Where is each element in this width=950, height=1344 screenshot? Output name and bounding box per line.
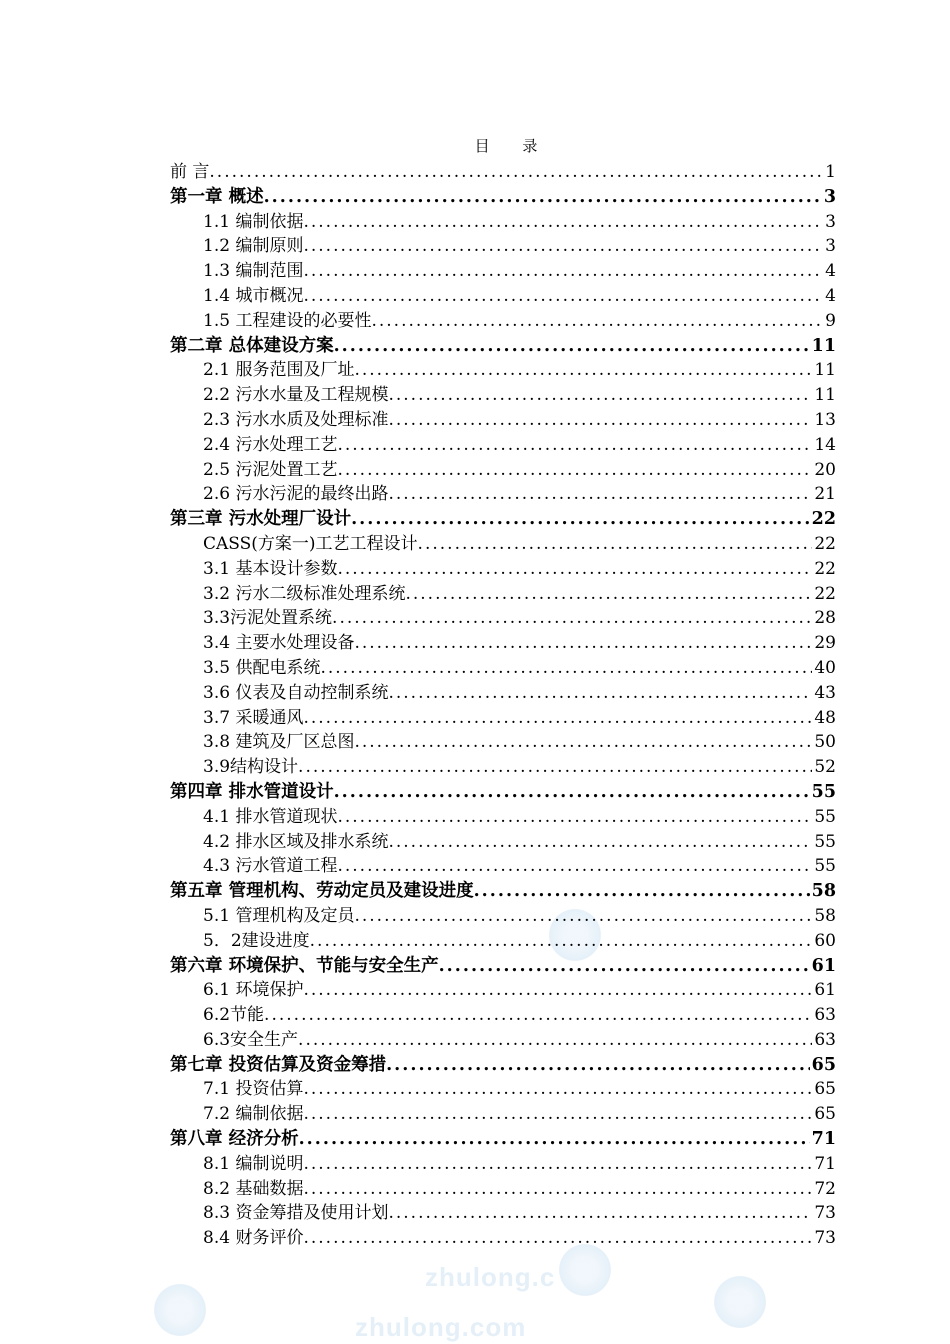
- toc-leader-dots: [334, 780, 810, 805]
- toc-entry[interactable]: [170, 358, 836, 383]
- toc-leader-dots: [303, 1177, 812, 1202]
- toc-entry-label: 5.1 管理机构及定员: [203, 905, 355, 926]
- toc-entry-page: 11: [811, 335, 836, 356]
- toc-entry[interactable]: [170, 1177, 836, 1202]
- toc-entry-page: 73: [814, 1228, 836, 1249]
- toc-entry-page: 71: [811, 1129, 836, 1150]
- toc-entry-page: 29: [814, 633, 836, 654]
- toc-entry[interactable]: [170, 1003, 836, 1028]
- toc-leader-dots: [354, 358, 812, 383]
- toc-entry-page: 55: [811, 781, 836, 802]
- toc-entry-label: 2.6 污水污泥的最终出路: [203, 484, 389, 505]
- toc-entry-label: 8.4 财务评价: [203, 1228, 304, 1249]
- toc-entry-label: 2.5 污泥处置工艺: [203, 459, 338, 480]
- toc-entry-label: 第五章 管理机构、劳动定员及建设进度: [170, 881, 474, 902]
- toc-entry[interactable]: [170, 830, 836, 855]
- toc-entry-label: 第三章 污水处理厂设计: [170, 509, 352, 530]
- toc-leader-dots: [303, 234, 823, 259]
- toc-entry[interactable]: [170, 532, 836, 557]
- toc-entry-page: 11: [814, 385, 836, 406]
- toc-entry[interactable]: [170, 631, 836, 656]
- toc-entry-page: 65: [814, 1079, 836, 1100]
- toc-entry-label: 3.2 污水二级标准处理系统: [203, 583, 406, 604]
- toc-chapter-entry[interactable]: [170, 334, 836, 359]
- toc-entry-label: 2.3 污水水质及处理标准: [203, 409, 389, 430]
- toc-leader-dots: [264, 1003, 812, 1028]
- toc-entry-label: 6.3安全生产: [203, 1029, 299, 1050]
- toc-entry-label: 1.1 编制依据: [203, 211, 304, 232]
- toc-leader-dots: [209, 160, 823, 185]
- toc-entry-label: 3.7 采暖通风: [203, 707, 304, 728]
- toc-entry-label: 3.1 基本设计参数: [203, 558, 338, 579]
- toc-entry[interactable]: [170, 383, 836, 408]
- toc-entry-label: 6.1 环境保护: [203, 980, 304, 1001]
- toc-leader-dots: [474, 879, 810, 904]
- toc-entry-label: 5．2建设进度: [203, 930, 310, 951]
- toc-entry-page: 50: [814, 732, 836, 753]
- toc-entry-label: 2.1 服务范围及厂址: [203, 360, 355, 381]
- toc-leader-dots: [388, 383, 812, 408]
- toc-entry-label: 8.1 编制说明: [203, 1153, 304, 1174]
- toc-entry-page: 60: [814, 930, 836, 951]
- toc-leader-dots: [354, 904, 812, 929]
- toc-entry[interactable]: [170, 1028, 836, 1053]
- toc-entry-label: 第一章 概述: [170, 186, 264, 207]
- toc-entry[interactable]: [170, 706, 836, 731]
- toc-leader-dots: [303, 978, 812, 1003]
- toc-chapter-entry[interactable]: [170, 780, 836, 805]
- toc-leader-dots: [264, 185, 822, 210]
- toc-entry-page: 1: [825, 162, 836, 182]
- toc-leader-dots: [337, 433, 812, 458]
- toc-entry-page: 52: [814, 757, 836, 778]
- toc-entry-label: 7.2 编制依据: [203, 1104, 304, 1125]
- toc-leader-dots: [303, 1102, 812, 1127]
- toc-entry[interactable]: [170, 929, 836, 954]
- toc-entry-page: 40: [814, 657, 836, 678]
- toc-entry-page: 20: [814, 459, 836, 480]
- toc-chapter-entry[interactable]: [170, 185, 836, 210]
- toc-entry-page: 22: [814, 583, 836, 604]
- toc-entry-page: 14: [814, 434, 836, 455]
- toc-entry[interactable]: [170, 557, 836, 582]
- toc-list: [170, 160, 836, 1251]
- toc-entry-page: 71: [814, 1153, 836, 1174]
- toc-entry-page: 63: [814, 1005, 836, 1026]
- toc-title: 目 录: [474, 137, 552, 155]
- toc-entry-page: 55: [814, 806, 836, 827]
- toc-entry-page: 22: [811, 509, 836, 530]
- toc-entry-page: 58: [814, 905, 836, 926]
- toc-entry[interactable]: [170, 1201, 836, 1226]
- toc-leader-dots: [418, 532, 813, 557]
- toc-entry-page: 43: [814, 682, 836, 703]
- toc-leader-dots: [303, 706, 812, 731]
- toc-leader-dots: [388, 681, 812, 706]
- toc-chapter-entry[interactable]: [170, 507, 836, 532]
- toc-leader-dots: [298, 755, 812, 780]
- toc-entry-page: 9: [825, 310, 836, 331]
- toc-entry-label: 3.8 建筑及厂区总图: [203, 732, 355, 753]
- toc-entry-label: 2.4 污水处理工艺: [203, 434, 338, 455]
- toc-entry-page: 22: [814, 533, 836, 554]
- toc-leader-dots: [351, 507, 810, 532]
- toc-entry-label: 1.3 编制范围: [203, 261, 304, 282]
- toc-entry-page: 61: [811, 955, 836, 976]
- toc-entry-label: 4.2 排水区域及排水系统: [203, 831, 389, 852]
- toc-entry[interactable]: [170, 755, 836, 780]
- toc-entry-page: 3: [823, 186, 836, 207]
- toc-leader-dots: [303, 1077, 812, 1102]
- toc-leader-dots: [303, 210, 823, 235]
- toc-entry[interactable]: [170, 234, 836, 259]
- toc-chapter-entry[interactable]: [170, 954, 836, 979]
- toc-entry-label: 2.2 污水水量及工程规模: [203, 385, 389, 406]
- toc-leader-dots: [354, 730, 812, 755]
- toc-entry-label: 3.3污泥处置系统: [203, 608, 333, 629]
- toc-entry-page: 72: [814, 1178, 836, 1199]
- toc-entry-page: 55: [814, 831, 836, 852]
- toc-entry-page: 65: [814, 1104, 836, 1125]
- toc-entry-label: 4.3 污水管道工程: [203, 856, 338, 877]
- toc-entry-label: 7.1 投资估算: [203, 1079, 304, 1100]
- toc-entry-page: 22: [814, 558, 836, 579]
- toc-entry-label: 8.3 资金筹措及使用计划: [203, 1203, 389, 1224]
- toc-entry[interactable]: [170, 433, 836, 458]
- watermark-text: zhulong.com: [355, 1312, 527, 1342]
- toc-entry-label: 4.1 排水管道现状: [203, 806, 338, 827]
- toc-leader-dots: [334, 334, 810, 359]
- toc-entry-page: 11: [814, 360, 836, 381]
- toc-entry[interactable]: [170, 1226, 836, 1251]
- toc-entry-page: 21: [814, 484, 836, 505]
- toc-entry[interactable]: [170, 284, 836, 309]
- toc-entry-page: 28: [814, 608, 836, 629]
- toc-entry[interactable]: [170, 582, 836, 607]
- toc-entry-label: 第四章 排水管道设计: [170, 781, 334, 802]
- toc-entry-label: 1.5 工程建设的必要性: [203, 310, 372, 331]
- toc-entry[interactable]: [170, 408, 836, 433]
- watermark-flower-icon: [150, 1280, 210, 1340]
- toc-entry[interactable]: [170, 259, 836, 284]
- toc-entry-label: 3.5 供配电系统: [203, 657, 321, 678]
- toc-entry-label: CASS(方案一)工艺工程设计: [203, 533, 418, 554]
- toc-entry[interactable]: [170, 160, 836, 185]
- toc-leader-dots: [388, 482, 812, 507]
- toc-entry[interactable]: [170, 458, 836, 483]
- toc-entry[interactable]: [170, 482, 836, 507]
- toc-entry-label: 6.2节能: [203, 1005, 265, 1026]
- toc-leader-dots: [337, 854, 812, 879]
- toc-leader-dots: [320, 656, 812, 681]
- toc-leader-dots: [337, 458, 812, 483]
- toc-entry-label: 1.4 城市概况: [203, 285, 304, 306]
- toc-entry-page: 55: [814, 856, 836, 877]
- toc-entry-page: 73: [814, 1203, 836, 1224]
- toc-entry[interactable]: [170, 904, 836, 929]
- toc-leader-dots: [354, 631, 812, 656]
- toc-leader-dots: [405, 582, 812, 607]
- toc-entry[interactable]: [170, 1077, 836, 1102]
- toc-entry[interactable]: [170, 309, 836, 334]
- toc-entry[interactable]: [170, 978, 836, 1003]
- toc-leader-dots: [303, 284, 823, 309]
- toc-leader-dots: [386, 1053, 810, 1078]
- toc-entry-page: 65: [811, 1054, 836, 1075]
- toc-leader-dots: [337, 557, 812, 582]
- toc-entry-page: 13: [814, 409, 836, 430]
- toc-entry[interactable]: [170, 854, 836, 879]
- toc-entry-page: 63: [814, 1029, 836, 1050]
- toc-leader-dots: [337, 805, 812, 830]
- toc-leader-dots: [388, 1201, 812, 1226]
- toc-leader-dots: [310, 929, 813, 954]
- toc-entry-page: 58: [811, 881, 836, 902]
- toc-entry-page: 61: [814, 980, 836, 1001]
- toc-chapter-entry[interactable]: [170, 1053, 836, 1078]
- toc-entry-label: 前 言: [170, 162, 210, 182]
- toc-entry-label: 第七章 投资估算及资金筹措: [170, 1054, 387, 1075]
- toc-entry[interactable]: [170, 681, 836, 706]
- toc-leader-dots: [439, 954, 810, 979]
- toc-entry-label: 第二章 总体建设方案: [170, 335, 334, 356]
- toc-entry[interactable]: [170, 1152, 836, 1177]
- toc-leader-dots: [298, 1028, 812, 1053]
- toc-leader-dots: [332, 606, 812, 631]
- toc-leader-dots: [303, 259, 823, 284]
- watermark-flower-icon: [710, 1272, 770, 1332]
- toc-leader-dots: [299, 1127, 810, 1152]
- toc-entry-page: 48: [814, 707, 836, 728]
- toc-entry[interactable]: [170, 210, 836, 235]
- toc-entry-label: 3.4 主要水处理设备: [203, 633, 355, 654]
- toc-entry-label: 第八章 经济分析: [170, 1129, 299, 1150]
- toc-leader-dots: [303, 1152, 812, 1177]
- toc-entry-label: 3.9结构设计: [203, 757, 299, 778]
- toc-entry-page: 4: [825, 285, 836, 306]
- toc-entry-page: 3: [825, 236, 836, 257]
- toc-entry-label: 1.2 编制原则: [203, 236, 304, 257]
- toc-entry[interactable]: [170, 730, 836, 755]
- toc-entry-label: 8.2 基础数据: [203, 1178, 304, 1199]
- toc-leader-dots: [388, 830, 812, 855]
- toc-entry[interactable]: [170, 606, 836, 631]
- toc-entry[interactable]: [170, 805, 836, 830]
- toc-entry-page: 4: [825, 261, 836, 282]
- toc-entry-label: 3.6 仪表及自动控制系统: [203, 682, 389, 703]
- toc-entry[interactable]: [170, 656, 836, 681]
- toc-entry-label: 第六章 环境保护、节能与安全生产: [170, 955, 439, 976]
- toc-entry[interactable]: [170, 1102, 836, 1127]
- watermark-text: zhulong.c: [425, 1262, 556, 1292]
- toc-chapter-entry[interactable]: [170, 1127, 836, 1152]
- toc-chapter-entry[interactable]: [170, 879, 836, 904]
- toc-leader-dots: [371, 309, 823, 334]
- table-of-contents: [170, 132, 836, 1251]
- toc-entry-page: 3: [825, 211, 836, 232]
- toc-leader-dots: [303, 1226, 812, 1251]
- toc-leader-dots: [388, 408, 812, 433]
